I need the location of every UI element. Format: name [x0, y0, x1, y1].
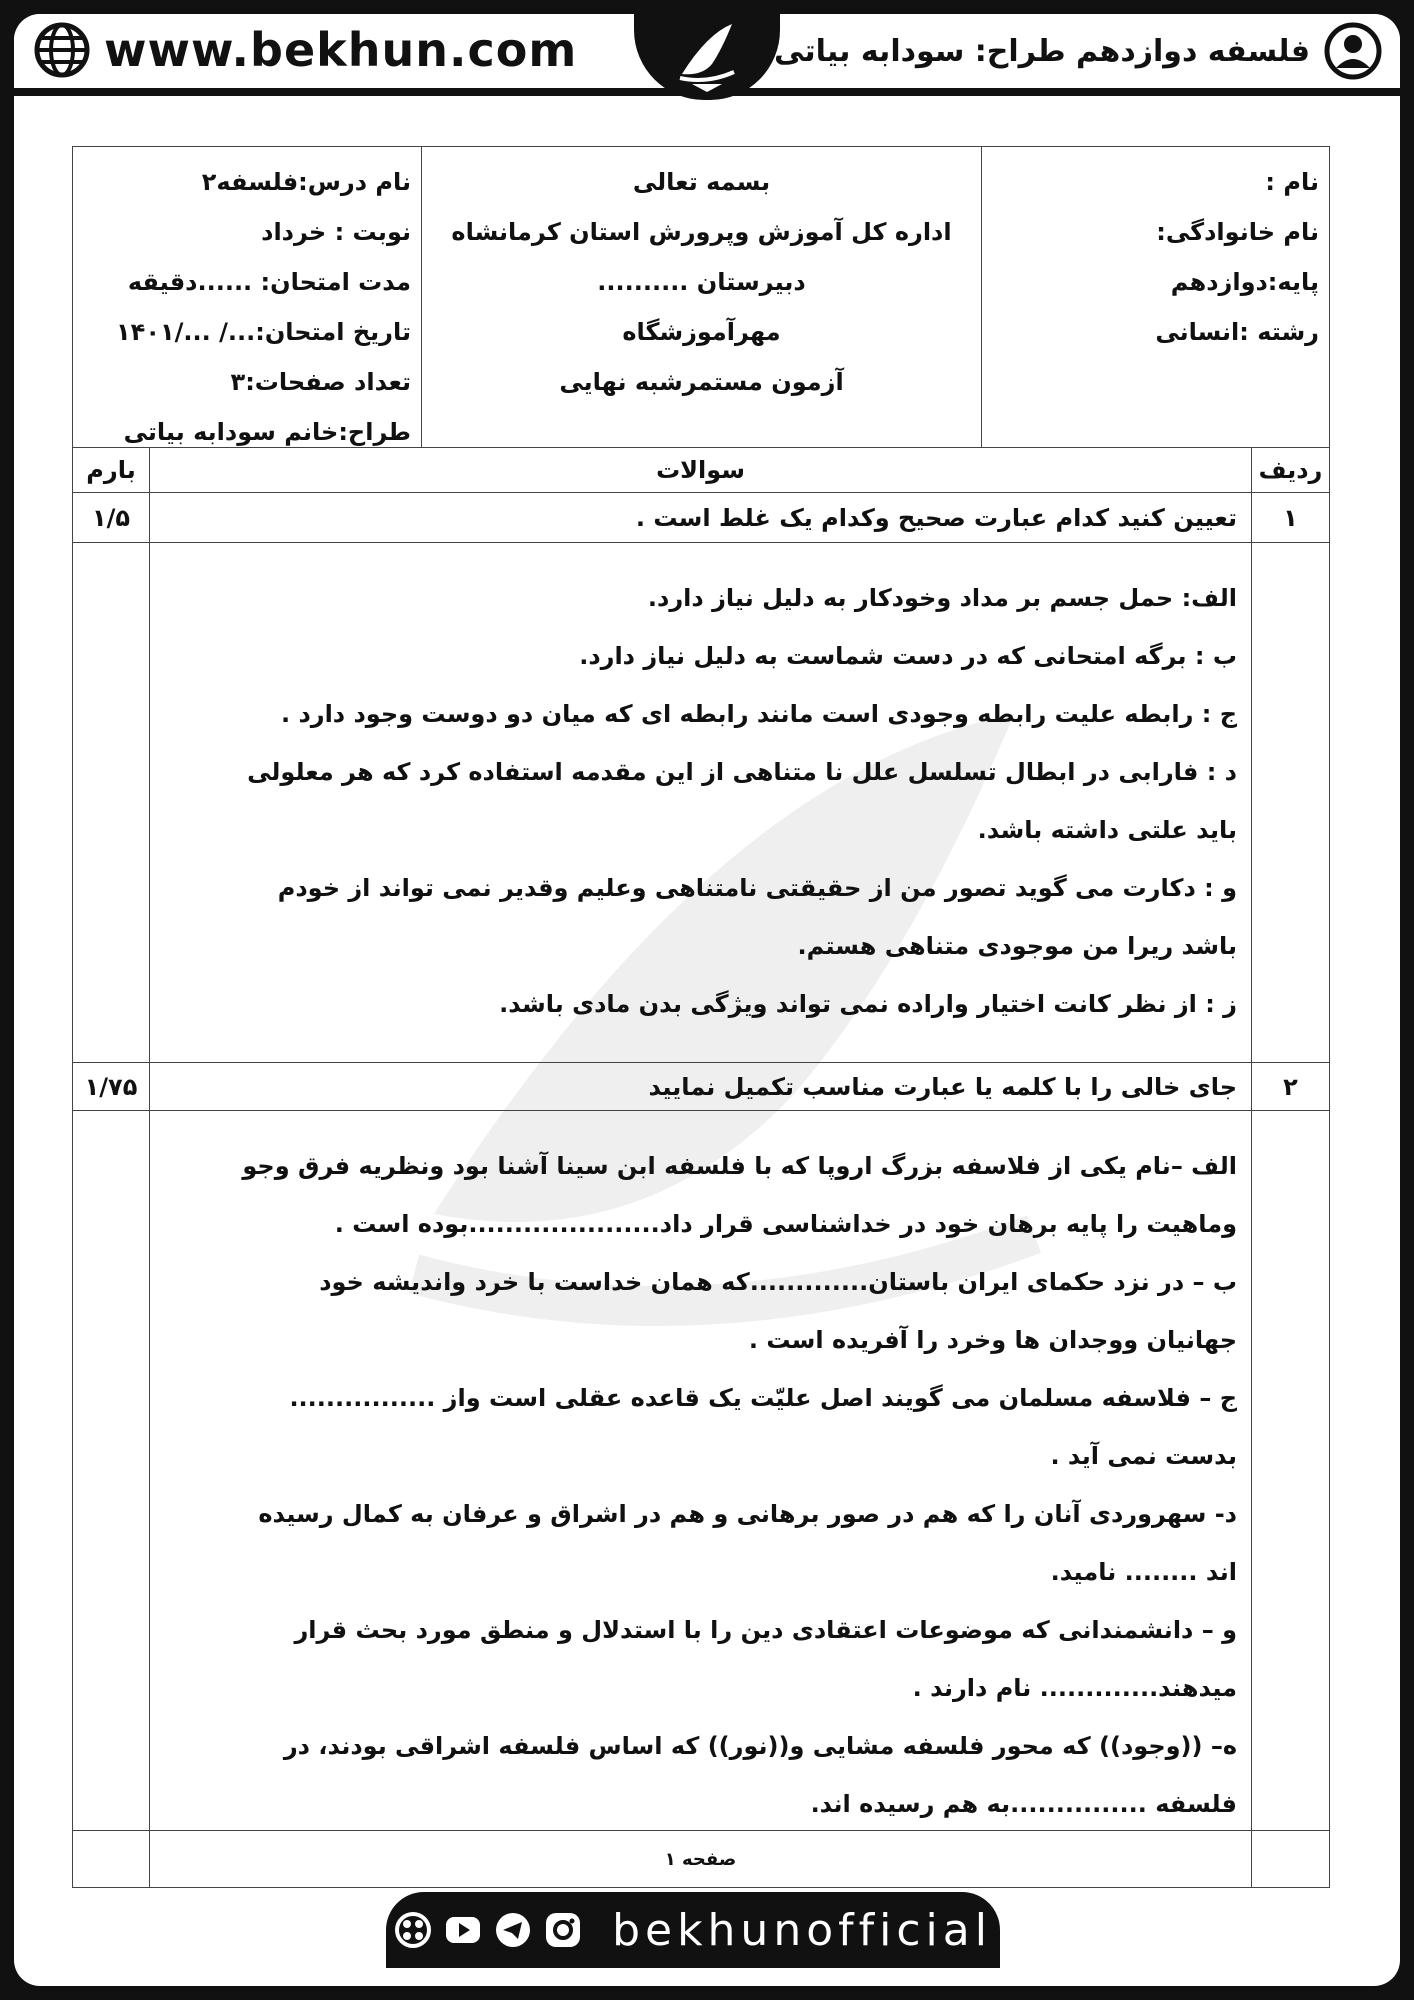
- col-radif: ردیف: [1258, 455, 1323, 484]
- footer-radif-empty: [1251, 1831, 1329, 1887]
- exam-header: [73, 147, 1329, 448]
- school-info: [421, 147, 981, 447]
- page-count: تعداد صفحات:۳: [230, 368, 411, 396]
- student-field: رشته :انسانی: [1155, 318, 1319, 346]
- col-questions: سوالات: [656, 455, 745, 484]
- page: [14, 14, 1400, 1986]
- q2-body-row: [73, 1111, 1329, 1831]
- telegram-icon[interactable]: [494, 1911, 532, 1949]
- q1-item-vav: و : دکارت می گوید تصور من از حقیقتی نامتناهی وعلیم وقدیر نمی تواند از خودم باشد ریرا من موجودی متناهی هستم.: [277, 874, 1237, 960]
- q1-title-row: [73, 493, 1329, 543]
- q1-radif-empty: [1251, 543, 1329, 1062]
- q1-item-be: ب : برگه امتحانی که در دست شماست به دلیل نیاز دارد.: [579, 642, 1237, 670]
- school-name: دبیرستان ..........: [597, 268, 806, 296]
- col-barem: بارم: [86, 455, 136, 484]
- site-url: www.bekhun.com: [104, 23, 578, 77]
- q2-score: ۱/۷۵: [84, 1072, 138, 1101]
- column-header-row: [73, 447, 1329, 493]
- site-link[interactable]: [34, 18, 577, 82]
- header-title: فلسفه دوازدهم طراح: سودابه بیاتی: [774, 33, 1310, 69]
- q1-item-jim: ج : رابطه علیت رابطه وجودی است مانند رابطه ای که میان دو دوست وجود دارد .: [280, 700, 1237, 728]
- q1-body-row: [73, 543, 1329, 1063]
- q2-item-jim: ج – فلاسفه مسلمان می گویند اصل علیّت یک قاعده عقلی است واز ................ بدست نمی آید .: [289, 1384, 1237, 1470]
- q2-title-row: [73, 1063, 1329, 1111]
- q2-item-alef: الف –نام یکی از فلاسفه بزرگ اروپا که با فلسفه ابن سینا آشنا بود ونظریه فرق وجو وماهیت را پایه برهان خود در خداشناسی قرار داد.....................بوده است .: [242, 1152, 1237, 1238]
- aparat-icon[interactable]: [394, 1911, 432, 1949]
- q1-score: ۱/۵: [91, 503, 131, 532]
- course-name: نام درس:فلسفه۲: [201, 168, 411, 196]
- q2-item-he: ه– ((وجود)) که محور فلسفه مشایی و((نور)) که اساس فلسفه اشراقی بودند، در فلسفه ...............به هم رسیده اند.: [283, 1732, 1237, 1818]
- school-seal: مهرآموزشگاه: [622, 318, 781, 346]
- q2-item-dal: د- سهروردی آنان را که هم در صور برهانی و هم در اشراق و عرفان به کمال رسیده اند ........ نامید.: [258, 1500, 1237, 1586]
- q1-title: تعیین کنید کدام عبارت صحیح وکدام یک غلط است .: [635, 503, 1237, 532]
- bismillah: بسمه تعالی: [632, 168, 771, 196]
- exam-sheet: [72, 146, 1330, 1888]
- education-office: اداره کل آموزش وپرورش استان کرمانشاه: [451, 218, 952, 246]
- page-number: صفحه ۱: [664, 1848, 737, 1870]
- instagram-icon[interactable]: [544, 1911, 582, 1949]
- q2-title: جای خالی را با کلمه یا عبارت مناسب تکمیل نمایید: [648, 1072, 1237, 1101]
- student-grade: پایه:دوازدهم: [1170, 268, 1319, 296]
- q2-number: ۲: [1283, 1072, 1298, 1101]
- student-info: [981, 147, 1329, 447]
- globe-icon: [34, 22, 90, 78]
- logo-icon: [634, 14, 780, 100]
- designer: طراح:خانم سودابه بیاتی: [123, 418, 411, 446]
- q1-item-dal: د : فارابی در ابطال تسلسل علل نا متناهی از این مقدمه استفاده کرد که هر معلولی باید علتی داشته باشد.: [247, 758, 1237, 844]
- social-bar[interactable]: [386, 1892, 1000, 1968]
- youtube-icon[interactable]: [444, 1911, 482, 1949]
- exam-date: تاریخ امتحان:.../ .../۱۴۰۱: [116, 318, 411, 346]
- footer-barem-empty: [73, 1831, 149, 1887]
- exam-session: نوبت : خرداد: [261, 218, 411, 246]
- footer-row: [73, 1831, 1329, 1887]
- social-handle: bekhunofficial: [612, 1904, 992, 1956]
- user-icon: [1324, 22, 1382, 80]
- exam-info: [73, 147, 421, 447]
- q1-item-alef: الف: حمل جسم بر مداد وخودکار به دلیل نیاز دارد.: [647, 584, 1237, 612]
- exam-duration: مدت امتحان: ......دقیقه: [127, 268, 411, 296]
- student-family: نام خانوادگی:: [1156, 218, 1319, 246]
- header-title-group: [774, 20, 1382, 82]
- q1-number: ۱: [1283, 503, 1298, 532]
- q1-item-ze: ز : از نظر کانت اختیار واراده نمی تواند ویژگی بدن مادی باشد.: [499, 990, 1237, 1018]
- q2-items: [149, 1111, 1251, 1830]
- top-bar: [14, 14, 1400, 96]
- q2-radif-empty: [1251, 1111, 1329, 1830]
- student-name: نام :: [1265, 168, 1319, 196]
- exam-type: آزمون مستمرشبه نهایی: [559, 368, 844, 396]
- q2-item-vav: و – دانشمندانی که موضوعات اعتقادی دین را با استدلال و منطق مورد بحث قرار میدهند............. نام دارند .: [294, 1616, 1237, 1702]
- q2-item-be: ب – در نزد حکمای ایران باستان.............که همان خداست با خرد واندیشه خود جهانیان ووجدان ها وخرد را آفریده است .: [319, 1268, 1237, 1354]
- q1-items: [149, 543, 1251, 1062]
